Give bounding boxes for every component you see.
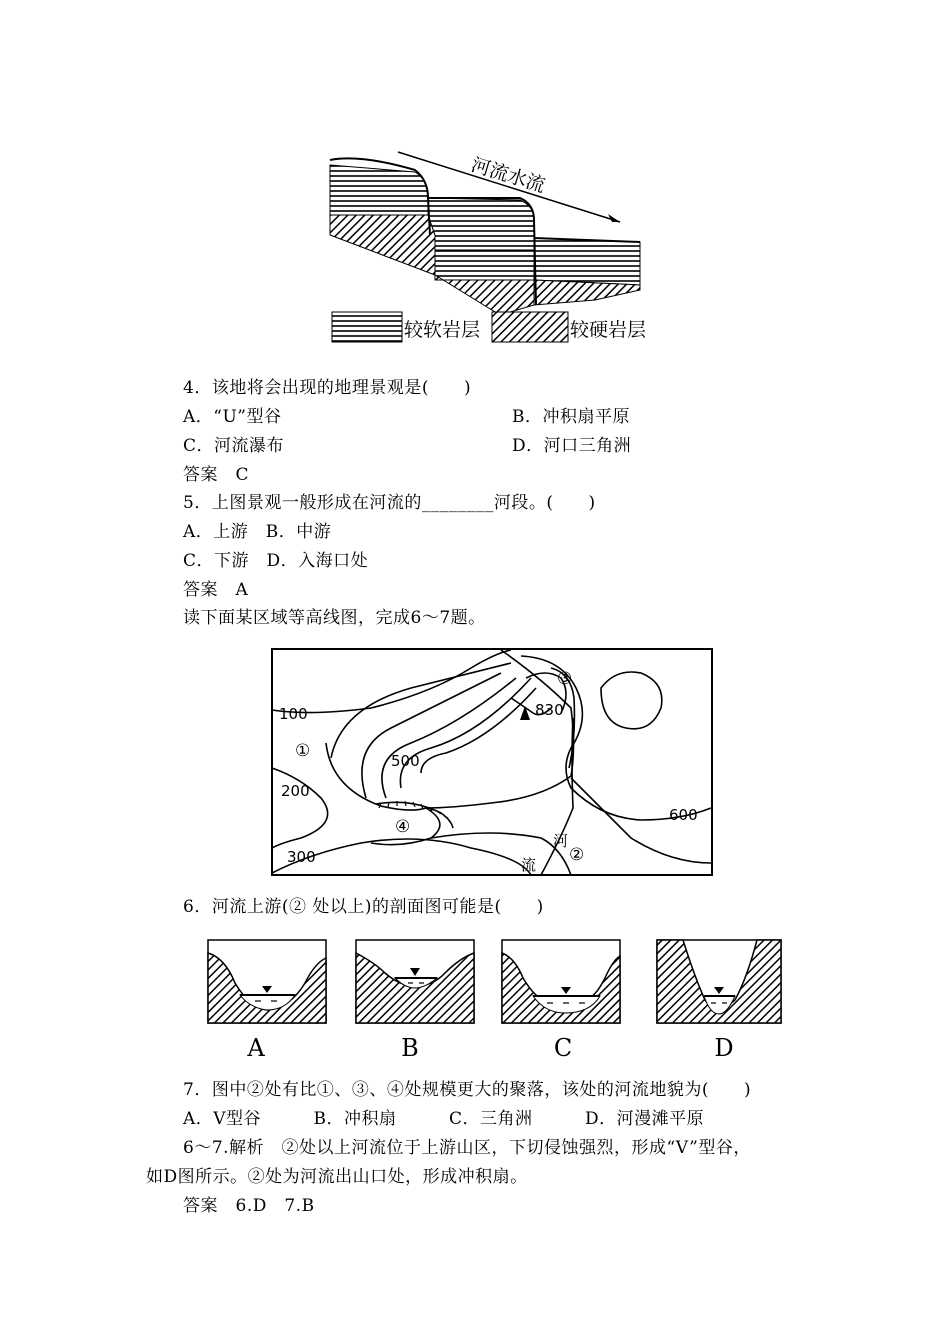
q4-option-b: B．冲积扇平原 xyxy=(512,407,630,427)
profile-c xyxy=(502,940,620,1023)
valley-profiles xyxy=(205,938,785,1066)
profile-label-c: C xyxy=(553,1034,573,1062)
legend-soft-rock: 较软岩层 xyxy=(404,319,481,341)
explanation-answer: 答案 6.D 7.B xyxy=(183,1196,315,1216)
river-label-2: 流 xyxy=(521,856,537,874)
q5-answer: 答案 A xyxy=(183,580,249,600)
marker-4: ④ xyxy=(395,817,411,837)
waterfall-diagram xyxy=(320,140,665,350)
q6-stem: 6．河流上游(② 处以上)的剖面图可能是( ) xyxy=(183,897,544,917)
peak-elevation: 830 xyxy=(535,701,564,719)
marker-3: ③ xyxy=(557,669,573,689)
marker-1: ① xyxy=(295,741,311,761)
contour-map xyxy=(271,648,713,876)
profile-a xyxy=(208,940,326,1023)
q4-answer: 答案 C xyxy=(183,465,250,485)
intro-text: 读下面某区域等高线图，完成6～7题。 xyxy=(183,608,486,628)
profile-label-d: D xyxy=(714,1034,734,1062)
q4-option-c: C．河流瀑布 xyxy=(183,436,285,456)
explanation-line-2: 如D图所示。②处为河流出山口处，形成冲积扇。 xyxy=(146,1167,528,1187)
river-label-1: 河 xyxy=(553,832,569,850)
q5-stem: 5．上图景观一般形成在河流的________河段。( ) xyxy=(183,493,596,513)
q5-options-cd: C．下游 D．入海口处 xyxy=(183,551,369,571)
contour-300: 300 xyxy=(287,848,316,866)
q4-option-d: D．河口三角洲 xyxy=(512,436,632,456)
profile-label-a: A xyxy=(247,1034,265,1062)
q7-options: A．V型谷 B．冲积扇 C．三角洲 D．河漫滩平原 xyxy=(183,1109,705,1129)
marker-2: ② xyxy=(569,845,585,865)
profile-d xyxy=(657,940,781,1023)
q4-option-a: A．“U”型谷 xyxy=(183,407,282,427)
profile-b xyxy=(356,940,474,1023)
explanation-line-1: 6～7.解析 ②处以上河流位于上游山区，下切侵蚀强烈，形成“V”型谷， xyxy=(183,1138,751,1158)
profile-label-b: B xyxy=(401,1034,419,1062)
contour-500: 500 xyxy=(391,752,420,770)
legend-hard-rock: 较硬岩层 xyxy=(570,319,647,341)
flow-label: 河流水流 xyxy=(468,153,548,198)
contour-600: 600 xyxy=(669,806,698,824)
contour-100: 100 xyxy=(279,705,308,723)
q7-stem: 7．图中②处有比①、③、④处规模更大的聚落，该处的河流地貌为( ) xyxy=(183,1080,752,1100)
q5-options-ab: A．上游 B．中游 xyxy=(183,522,332,542)
contour-200: 200 xyxy=(281,782,310,800)
q4-stem: 4．该地将会出现的地理景观是( ) xyxy=(183,378,472,398)
